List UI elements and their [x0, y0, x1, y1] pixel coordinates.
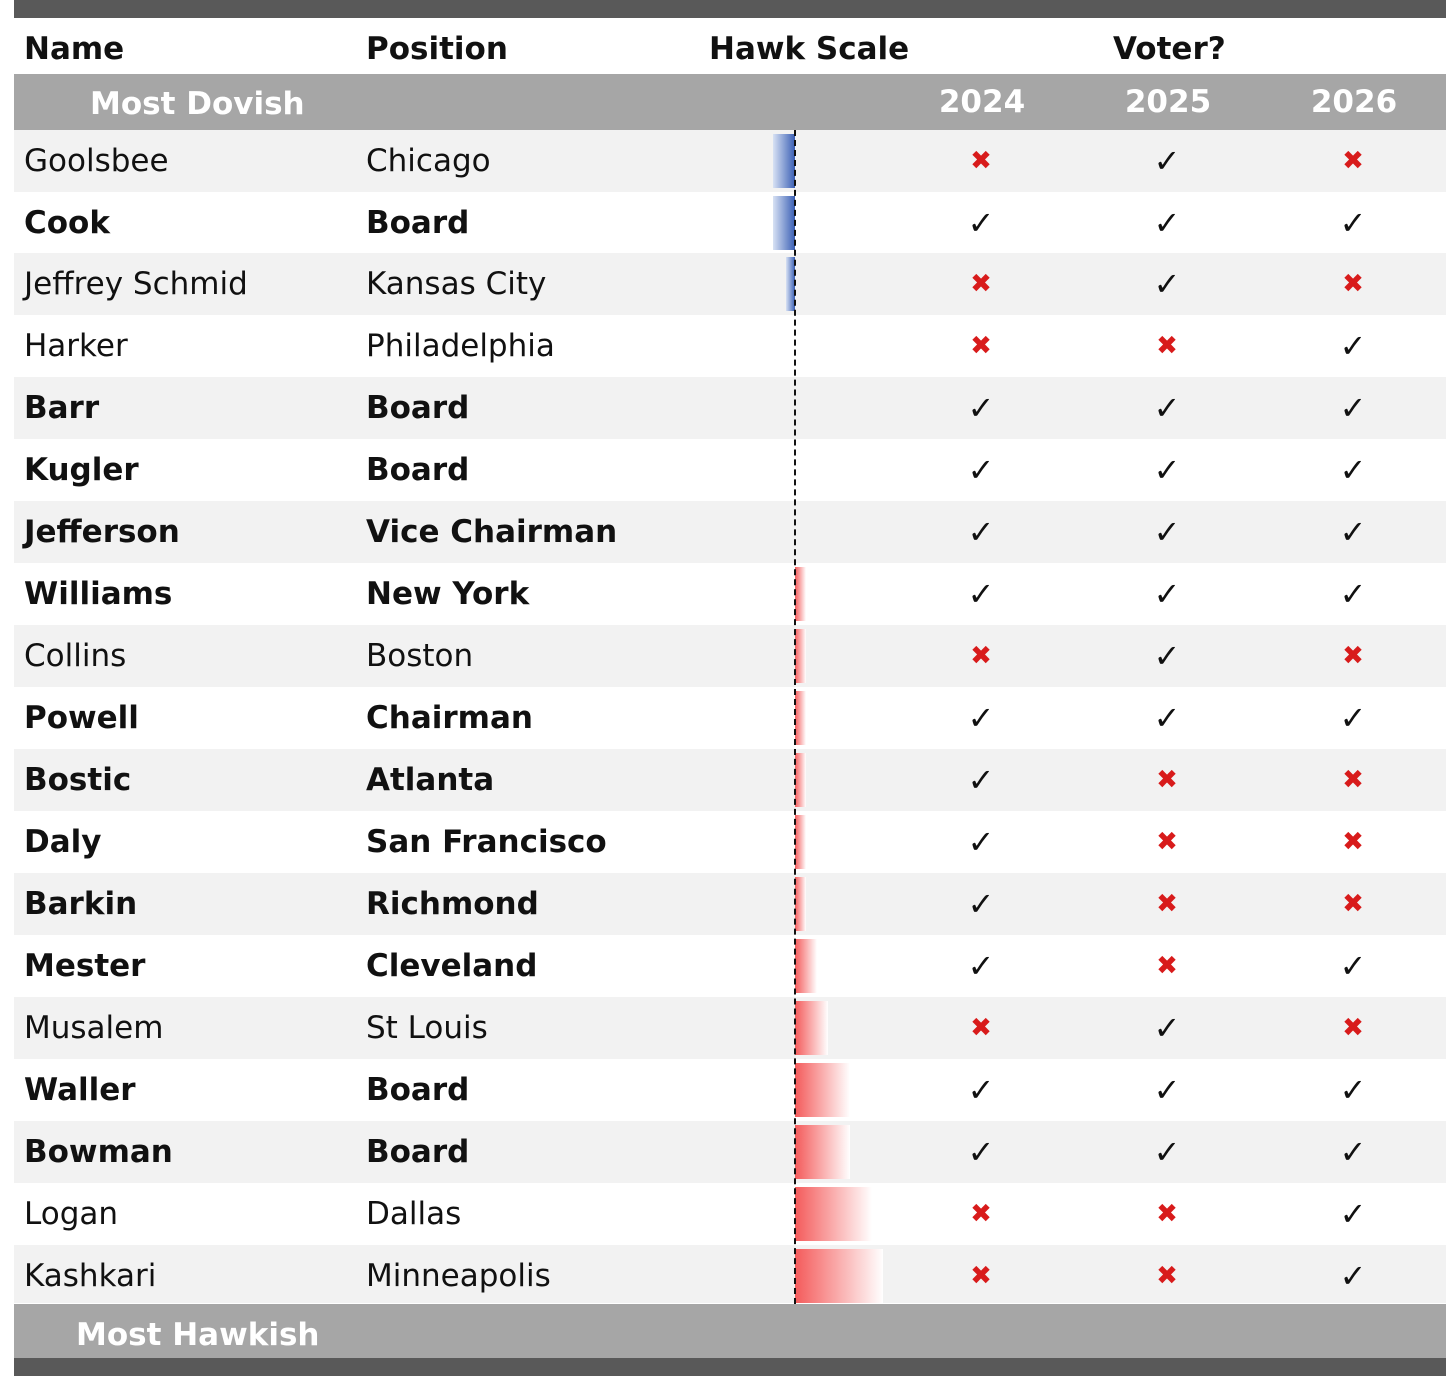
voter-cross-icon-2026: ✖: [1342, 146, 1364, 176]
voter-check-icon-2024: ✓: [967, 204, 995, 242]
voter-cross-icon-2026: ✖: [1342, 641, 1364, 671]
member-position: St Louis: [366, 1010, 488, 1046]
table-row: [14, 253, 1446, 315]
member-name: Bowman: [24, 1134, 173, 1170]
voter-check-icon-2024: ✓: [967, 1133, 995, 1171]
voter-cross-icon-2026: ✖: [1342, 765, 1364, 795]
member-name: Barkin: [24, 886, 138, 922]
table-row: [14, 935, 1446, 997]
hawk-scale-bar: [795, 753, 806, 807]
voter-cross-icon-2024: ✖: [970, 1199, 992, 1229]
hawk-scale-bar: [795, 691, 806, 745]
voter-cross-icon-2025: ✖: [1156, 1261, 1178, 1291]
voter-cross-icon-2024: ✖: [970, 269, 992, 299]
member-position: New York: [366, 576, 530, 612]
voter-check-icon-2026: ✓: [1339, 1195, 1367, 1233]
voter-cross-icon-2024: ✖: [970, 641, 992, 671]
voter-check-icon-2026: ✓: [1339, 389, 1367, 427]
hawk-scale-zero-axis: [794, 130, 796, 1304]
voter-check-icon-2026: ✓: [1339, 204, 1367, 242]
member-name: Cook: [24, 205, 110, 241]
member-position: Chairman: [366, 700, 533, 736]
hawk-scale-bar: [795, 629, 806, 683]
table-row: [14, 1121, 1446, 1183]
member-name: Kashkari: [24, 1258, 157, 1294]
voter-check-icon-2025: ✓: [1153, 575, 1181, 613]
voter-cross-icon-2024: ✖: [970, 146, 992, 176]
member-position: Board: [366, 1134, 470, 1170]
hawk-scale-bar: [795, 1249, 883, 1303]
voter-check-icon-2026: ✓: [1339, 513, 1367, 551]
bottom-border-bar: [14, 1358, 1446, 1376]
most-hawkish-label: Most Hawkish: [76, 1317, 320, 1353]
member-position: Cleveland: [366, 948, 538, 984]
voter-check-icon-2025: ✓: [1153, 1009, 1181, 1047]
hawk-scale-bar: [795, 567, 806, 621]
member-name: Daly: [24, 824, 102, 860]
voter-cross-icon-2024: ✖: [970, 1013, 992, 1043]
member-position: Vice Chairman: [366, 514, 618, 550]
member-name: Bostic: [24, 762, 132, 798]
table-row: [14, 997, 1446, 1059]
voter-cross-icon-2026: ✖: [1342, 1013, 1364, 1043]
hawk-scale-bar: [795, 1063, 850, 1117]
voter-check-icon-2025: ✓: [1153, 513, 1181, 551]
voter-check-icon-2024: ✓: [967, 575, 995, 613]
member-name: Waller: [24, 1072, 136, 1108]
member-position: Kansas City: [366, 266, 547, 302]
header-voter: Voter?: [1113, 31, 1226, 67]
table-row: [14, 439, 1446, 501]
voter-cross-icon-2025: ✖: [1156, 331, 1178, 361]
member-name: Harker: [24, 328, 128, 364]
table-row: [14, 687, 1446, 749]
member-name: Barr: [24, 390, 100, 426]
table-row: [14, 873, 1446, 935]
voter-check-icon-2025: ✓: [1153, 637, 1181, 675]
member-position: Atlanta: [366, 762, 495, 798]
hawk-scale-bar: [795, 877, 806, 931]
year-2026-header: 2026: [1310, 84, 1398, 120]
member-name: Jefferson: [24, 514, 180, 550]
voter-cross-icon-2025: ✖: [1156, 889, 1178, 919]
member-position: Chicago: [366, 143, 491, 179]
member-name: Kugler: [24, 452, 139, 488]
hawk-scale-bar: [795, 939, 817, 993]
voter-check-icon-2024: ✓: [967, 513, 995, 551]
member-name: Jeffrey Schmid: [24, 266, 248, 302]
hawk-scale-bar: [795, 1187, 872, 1241]
member-position: San Francisco: [366, 824, 607, 860]
voter-check-icon-2024: ✓: [967, 451, 995, 489]
member-name: Logan: [24, 1196, 119, 1232]
member-position: Board: [366, 390, 470, 426]
voter-check-icon-2024: ✓: [967, 389, 995, 427]
member-position: Board: [366, 1072, 470, 1108]
table-row: [14, 1245, 1446, 1303]
voter-check-icon-2026: ✓: [1339, 327, 1367, 365]
voter-cross-icon-2024: ✖: [970, 1261, 992, 1291]
voter-check-icon-2026: ✓: [1339, 575, 1367, 613]
table-row: [14, 501, 1446, 563]
year-2025-header: 2025: [1124, 84, 1212, 120]
voter-check-icon-2025: ✓: [1153, 142, 1181, 180]
voter-cross-icon-2025: ✖: [1156, 765, 1178, 795]
voter-check-icon-2026: ✓: [1339, 947, 1367, 985]
voter-check-icon-2024: ✓: [967, 823, 995, 861]
voter-check-icon-2024: ✓: [967, 761, 995, 799]
member-name: Powell: [24, 700, 139, 736]
member-position: Richmond: [366, 886, 539, 922]
voter-cross-icon-2025: ✖: [1156, 827, 1178, 857]
voter-check-icon-2025: ✓: [1153, 1133, 1181, 1171]
voter-check-icon-2026: ✓: [1339, 1071, 1367, 1109]
header-hawk-scale: Hawk Scale: [709, 31, 910, 67]
voter-check-icon-2026: ✓: [1339, 451, 1367, 489]
member-position: Dallas: [366, 1196, 462, 1232]
most-hawkish-band: [14, 1304, 1446, 1358]
top-border-bar: [14, 0, 1446, 18]
hawk-scale-bar: [795, 1125, 850, 1179]
table-row: [14, 315, 1446, 377]
voter-cross-icon-2026: ✖: [1342, 827, 1364, 857]
most-dovish-label: Most Dovish: [90, 86, 305, 122]
hawk-scale-bar: [773, 196, 795, 250]
voter-cross-icon-2025: ✖: [1156, 1199, 1178, 1229]
voter-cross-icon-2024: ✖: [970, 331, 992, 361]
member-position: Boston: [366, 638, 474, 674]
member-position: Board: [366, 452, 470, 488]
voter-check-icon-2026: ✓: [1339, 1257, 1367, 1295]
table-row: [14, 377, 1446, 439]
most-dovish-band: [14, 74, 1446, 130]
member-name: Musalem: [24, 1010, 164, 1046]
hawk-scale-bar: [795, 1001, 828, 1055]
table-row: [14, 1183, 1446, 1245]
voter-check-icon-2025: ✓: [1153, 699, 1181, 737]
member-position: Philadelphia: [366, 328, 555, 364]
table-row: [14, 811, 1446, 873]
voter-check-icon-2025: ✓: [1153, 451, 1181, 489]
header-name: Name: [24, 31, 125, 67]
voter-check-icon-2024: ✓: [967, 1071, 995, 1109]
hawk-scale-bar: [773, 134, 795, 188]
table-row: [14, 749, 1446, 811]
hawk-scale-bar: [795, 815, 806, 869]
member-name: Goolsbee: [24, 143, 169, 179]
table-row: [14, 563, 1446, 625]
voter-check-icon-2024: ✓: [967, 885, 995, 923]
table-row: [14, 1059, 1446, 1121]
voter-cross-icon-2026: ✖: [1342, 269, 1364, 299]
voter-cross-icon-2026: ✖: [1342, 889, 1364, 919]
table-row: [14, 192, 1446, 254]
table-row: [14, 130, 1446, 192]
header-position: Position: [366, 31, 508, 67]
member-position: Board: [366, 205, 470, 241]
member-name: Mester: [24, 948, 146, 984]
voter-check-icon-2025: ✓: [1153, 389, 1181, 427]
member-name: Collins: [24, 638, 127, 674]
voter-check-icon-2024: ✓: [967, 947, 995, 985]
voter-check-icon-2026: ✓: [1339, 699, 1367, 737]
voter-check-icon-2026: ✓: [1339, 1133, 1367, 1171]
voter-check-icon-2025: ✓: [1153, 265, 1181, 303]
year-2024-header: 2024: [938, 84, 1026, 120]
voter-check-icon-2024: ✓: [967, 699, 995, 737]
member-position: Minneapolis: [366, 1258, 551, 1294]
voter-check-icon-2025: ✓: [1153, 204, 1181, 242]
voter-check-icon-2025: ✓: [1153, 1071, 1181, 1109]
member-name: Williams: [24, 576, 173, 612]
table-row: [14, 625, 1446, 687]
voter-cross-icon-2025: ✖: [1156, 951, 1178, 981]
